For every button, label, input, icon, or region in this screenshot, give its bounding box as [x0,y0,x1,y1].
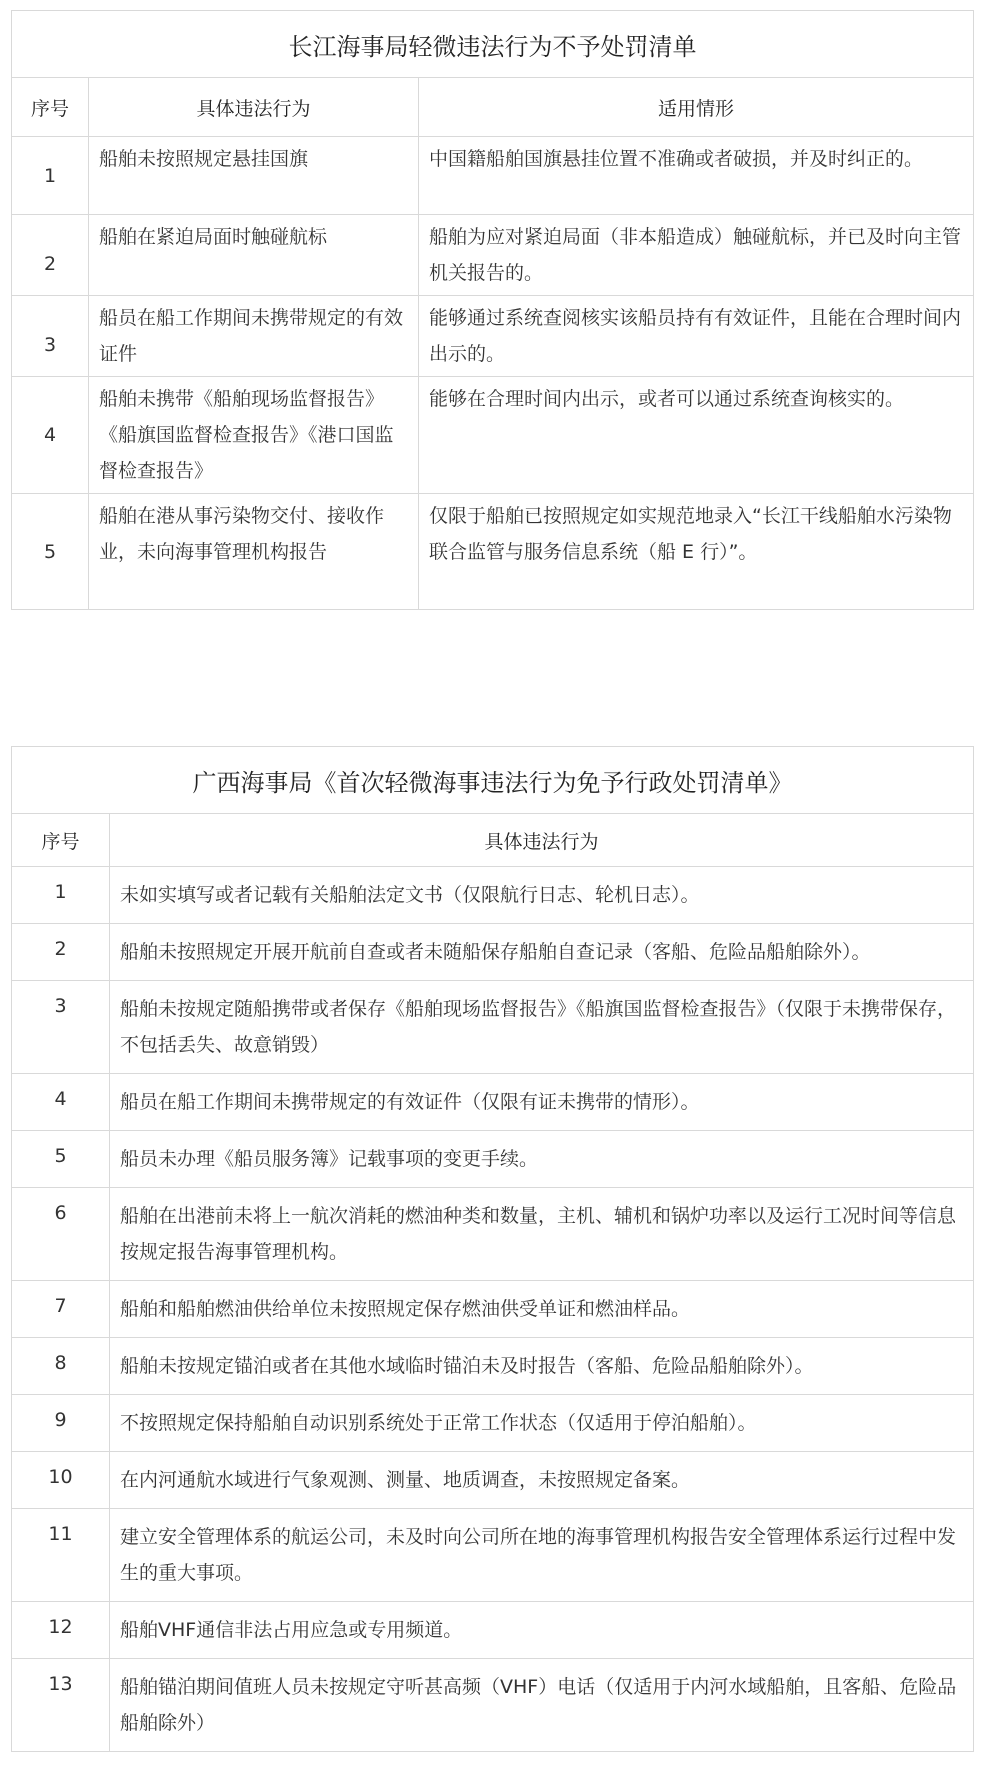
table-row [12,981,974,1074]
row-no: 1 [12,137,89,215]
row-act: 船舶未携带《船舶现场监督报告》《船旗国监督检查报告》《港口国监督检查报告》 [89,377,419,494]
table-row [12,1452,974,1509]
header-cond: 适用情形 [419,78,974,137]
table-row [12,924,974,981]
table-row [12,494,974,610]
row-act: 在内河通航水域进行气象观测、测量、地质调查，未按照规定备案。 [110,1452,974,1509]
table-row [12,1602,974,1659]
header-act: 具体违法行为 [89,78,419,137]
table-row [12,1338,974,1395]
table-row [12,296,974,377]
header-act: 具体违法行为 [110,814,974,867]
row-no: 10 [12,1452,110,1509]
header-no: 序号 [12,814,110,867]
table-title: 广西海事局《首次轻微海事违法行为免予行政处罚清单》 [12,747,974,814]
row-act: 不按照规定保持船舶自动识别系统处于正常工作状态（仅适用于停泊船舶）。 [110,1395,974,1452]
row-no: 2 [12,215,89,296]
row-cond: 船舶为应对紧迫局面（非本船造成）触碰航标，并已及时向主管机关报告的。 [419,215,974,296]
row-cond: 中国籍船舶国旗悬挂位置不准确或者破损，并及时纠正的。 [419,137,974,215]
table-row [12,137,974,215]
table-row [12,1509,974,1602]
table-row [12,377,974,494]
row-no: 5 [12,1131,110,1188]
row-act: 船舶未按照规定开展开航前自查或者未随船保存船舶自查记录（客船、危险品船舶除外）。 [110,924,974,981]
row-act: 船舶在港从事污染物交付、接收作业，未向海事管理机构报告 [89,494,419,610]
row-no: 3 [12,981,110,1074]
guangxi-penalty-table [11,746,974,1752]
row-no: 11 [12,1509,110,1602]
row-no: 13 [12,1659,110,1752]
row-no: 9 [12,1395,110,1452]
table-row [12,1281,974,1338]
row-no: 6 [12,1188,110,1281]
row-act: 船员在船工作期间未携带规定的有效证件 [89,296,419,377]
row-act: 船舶锚泊期间值班人员未按规定守听甚高频（VHF）电话（仅适用于内河水域船舶，且客船、危险品船舶除外） [110,1659,974,1752]
row-no: 12 [12,1602,110,1659]
table-title: 长江海事局轻微违法行为不予处罚清单 [12,11,974,78]
row-no: 7 [12,1281,110,1338]
row-no: 5 [12,494,89,610]
table-row [12,1074,974,1131]
header-no: 序号 [12,78,89,137]
row-act: 船舶未按规定随船携带或者保存《船舶现场监督报告》《船旗国监督检查报告》（仅限于未携带保存，不包括丢失、故意销毁） [110,981,974,1074]
table-row [12,1395,974,1452]
row-no: 4 [12,1074,110,1131]
row-no: 8 [12,1338,110,1395]
row-act: 建立安全管理体系的航运公司，未及时向公司所在地的海事管理机构报告安全管理体系运行过程中发生的重大事项。 [110,1509,974,1602]
changjiang-penalty-table [11,10,974,610]
row-cond: 能够在合理时间内出示，或者可以通过系统查询核实的。 [419,377,974,494]
row-act: 船舶未按规定锚泊或者在其他水域临时锚泊未及时报告（客船、危险品船舶除外）。 [110,1338,974,1395]
row-act: 船舶在紧迫局面时触碰航标 [89,215,419,296]
row-no: 4 [12,377,89,494]
table-row [12,1188,974,1281]
table-row [12,1131,974,1188]
table-row [12,1659,974,1752]
row-act: 船员未办理《船员服务簿》记载事项的变更手续。 [110,1131,974,1188]
row-cond: 能够通过系统查阅核实该船员持有有效证件，且能在合理时间内出示的。 [419,296,974,377]
table-row [12,867,974,924]
row-cond: 仅限于船舶已按照规定如实规范地录入“长江干线船舶水污染物联合监管与服务信息系统（船 E 行）”。 [419,494,974,610]
row-act: 船舶未按照规定悬挂国旗 [89,137,419,215]
row-no: 1 [12,867,110,924]
row-act: 船舶VHF通信非法占用应急或专用频道。 [110,1602,974,1659]
row-no: 3 [12,296,89,377]
row-act: 未如实填写或者记载有关船舶法定文书（仅限航行日志、轮机日志）。 [110,867,974,924]
row-act: 船舶在出港前未将上一航次消耗的燃油种类和数量，主机、辅机和锅炉功率以及运行工况时间等信息按规定报告海事管理机构。 [110,1188,974,1281]
row-no: 2 [12,924,110,981]
table-row [12,215,974,296]
row-act: 船员在船工作期间未携带规定的有效证件（仅限有证未携带的情形）。 [110,1074,974,1131]
row-act: 船舶和船舶燃油供给单位未按照规定保存燃油供受单证和燃油样品。 [110,1281,974,1338]
